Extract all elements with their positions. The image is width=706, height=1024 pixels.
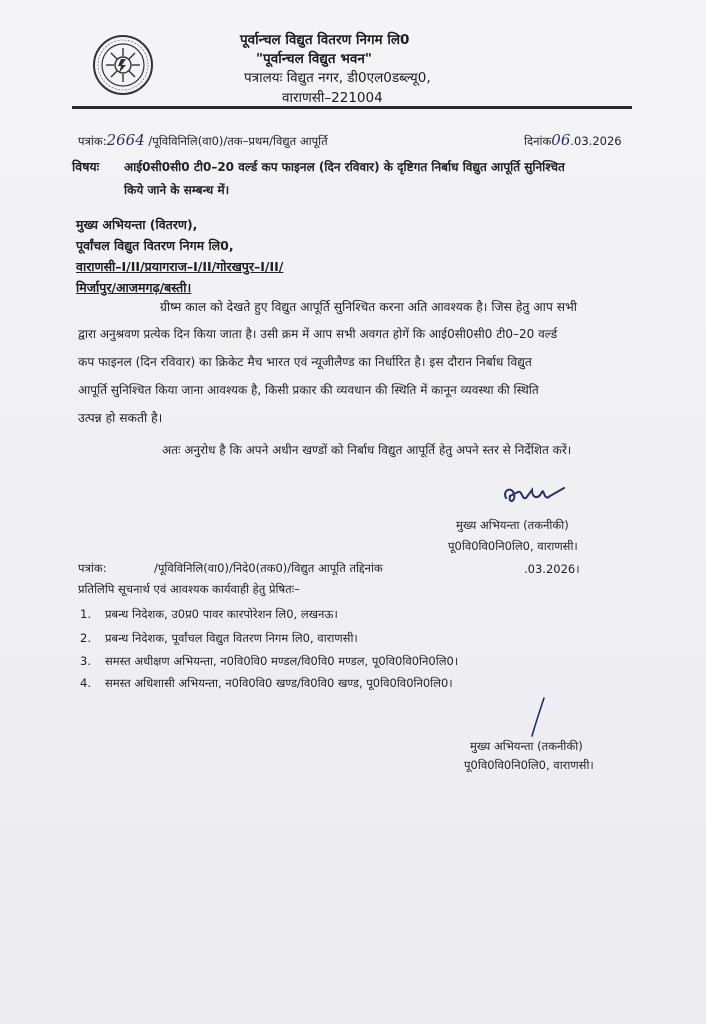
body-line: आपूर्ति सुनिश्चित किया जाना आवश्यक है, किसी प्रकार की व्यवधान की स्थिति में कानून व्यवस्था की स्थिति	[78, 383, 539, 397]
addressee-line: मुख्य अभियन्ता (वितरण),	[76, 217, 198, 232]
addressee-line: पूर्वांचल विद्युत वितरण निगम लि0,	[76, 238, 234, 253]
date-label: दिनांक	[524, 134, 552, 148]
copy-item-text: प्रबन्ध निदेशक, उ0प्र0 पावर कारपोरेशन लि0, लखनऊ।	[105, 607, 338, 621]
addressee-line: मिर्जापुर/आजमगढ़/बस्ती।	[76, 280, 192, 295]
date-day-handwritten: 06	[551, 131, 571, 149]
handwritten-signature	[498, 480, 570, 514]
org-name: पूर्वान्चल विद्युत वितरण निगम लि0	[240, 32, 410, 48]
subject-line-1: आई0सी0सी0 टी0–20 वर्ल्ड कप फाइनल (दिन रविवार) के दृष्टिगत निर्बाध विद्युत आपूर्ति सुनिश्चित	[124, 160, 565, 174]
addressee-line: वाराणसी–I/II/प्रयागराज–I/II/गोरखपुर–I/II/	[76, 259, 284, 274]
copy-intro: प्रतिलिपि सूचनार्थ एवं आवश्यक कार्यवाही हेतु प्रेषितः–	[78, 582, 300, 596]
copy-item-number: 4.	[80, 676, 91, 690]
copy-signatory-title: मुख्य अभियन्ता (तकनीकी)	[470, 739, 583, 753]
date-line	[524, 131, 622, 149]
ref-suffix: /पूविविनिलि(वा0)/तक–प्रथम/विद्युत आपूर्ति	[148, 134, 328, 148]
copy-ref-suffix: /पूविविनिलि(वा0)/निदे0(तक0)/विद्युत आपूति तद्दिनांक	[154, 561, 383, 575]
initial-mark	[526, 694, 550, 740]
copy-item-number: 3.	[80, 654, 91, 668]
copy-item-text: प्रबन्ध निदेशक, पूर्वांचल विद्युत वितरण निगम लि0, वाराणसी।	[105, 631, 358, 645]
copy-signatory-org: पू0वि0वि0नि0लि0, वाराणसी।	[464, 758, 594, 772]
ref-label: पत्रांक:	[78, 134, 107, 148]
reference-line	[78, 131, 328, 149]
emblem-seal-icon	[92, 34, 154, 96]
copy-item-number: 2.	[80, 631, 91, 645]
subject-line-2: किये जाने के सम्बन्ध में।	[124, 183, 230, 197]
signatory-org: पू0वि0वि0नि0लि0, वाराणसी।	[448, 539, 578, 553]
copy-ref-label: पत्रांक:	[78, 561, 107, 575]
building-name: "पूर्वान्चल विद्युत भवन"	[256, 51, 372, 67]
copy-date: .03.2026।	[524, 562, 580, 576]
copy-item-text: समस्त अधीक्षण अभियन्ता, न0वि0वि0 मण्डल/वि0वि0 मण्डल, पू0वि0वि0नि0लि0।	[105, 654, 459, 668]
body-line: उत्पन्न हो सकती है।	[78, 411, 163, 425]
subject-label: विषयः	[72, 159, 100, 174]
body-line: द्वारा अनुश्रवण प्रत्येक दिन किया जाता है। उसी क्रम में आप सभी अवगत होगें कि आई0सी0सी0 टी0–20 वर्ल्ड	[78, 327, 558, 341]
body-line: ग्रीष्म काल को देखते हुए विद्युत आपूर्ति सुनिश्चित करना अति आवश्यक है। जिस हेतु आप सभी	[160, 300, 577, 314]
date-rest: .03.2026	[570, 134, 622, 148]
copy-item-number: 1.	[80, 607, 91, 621]
copy-item-text: समस्त अधिशासी अभियन्ता, न0वि0वि0 खण्ड/वि0वि0 खण्ड, पू0वि0वि0नि0लि0।	[105, 676, 453, 690]
ref-number-handwritten: 2664	[106, 131, 145, 149]
address-line-2: वाराणसी–221004	[282, 90, 383, 106]
signatory-title: मुख्य अभियन्ता (तकनीकी)	[456, 518, 569, 532]
header-divider	[72, 106, 632, 109]
request-line: अतः अनुरोध है कि अपने अधीन खण्डों को निर्बाध विद्युत आपूर्ति हेतु अपने स्तर से निर्देशित करें।	[162, 443, 572, 457]
body-line: कप फाइनल (दिन रविवार) का क्रिकेट मैच भारत एवं न्यूजीलैण्ड का निर्धारित है। इस दौरान निर्बाध विद्युत	[78, 355, 532, 369]
address-line-1: पत्रालयः विद्युत नगर, डी0एल0डब्ल्यू0,	[244, 70, 431, 86]
